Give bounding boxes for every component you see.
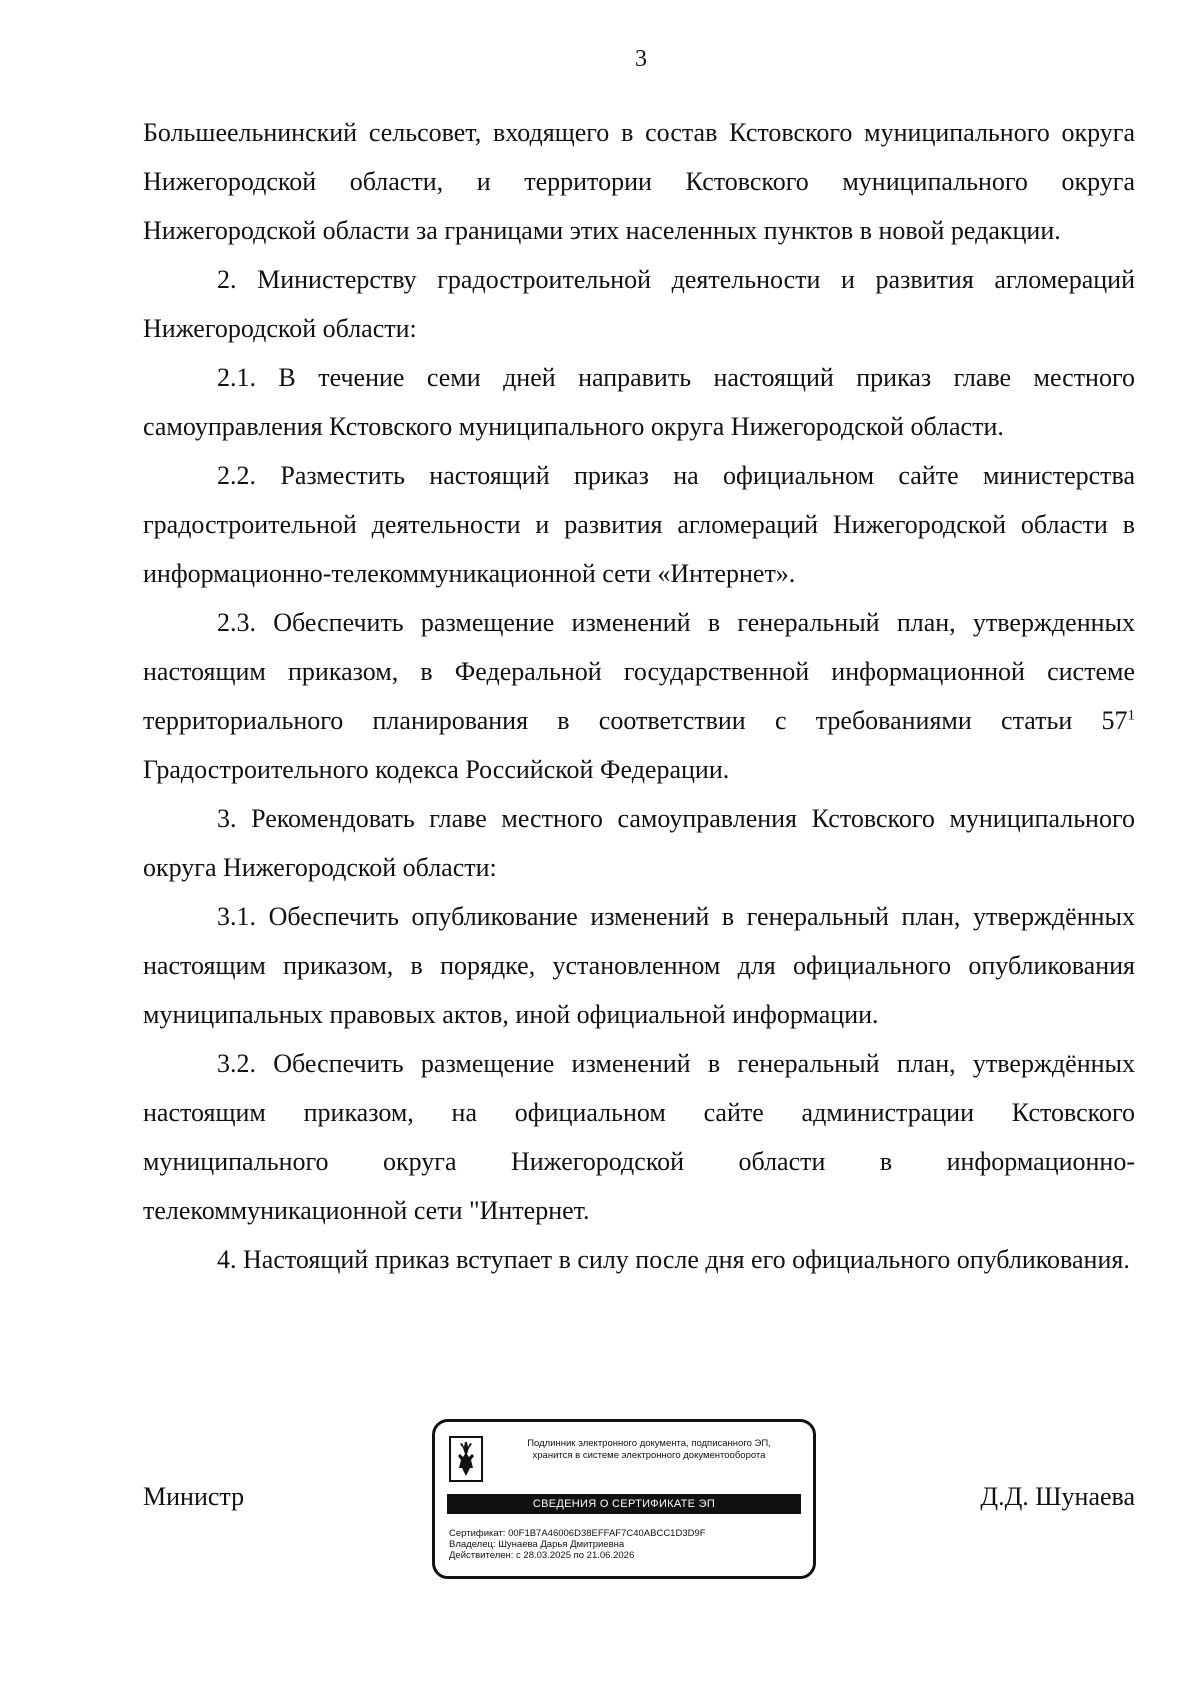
- electronic-signature-stamp: [432, 1419, 816, 1579]
- paragraph-2-3: [143, 598, 1135, 794]
- stamp-title: СВЕДЕНИЯ О СЕРТИФИКАТЕ ЭП: [447, 1494, 801, 1514]
- document-body: [143, 108, 1135, 1284]
- paragraph-2-2: 2.2. Разместить настоящий приказ на официальном сайте министерства градостроительной деятельности и развития агломераций Нижегородской области в информационно-телекоммуникационной сети «Интернет».: [143, 461, 1135, 588]
- paragraph-2-3-tail: Градостроительного кодекса Российской Федерации.: [143, 755, 730, 784]
- paragraph-3-1: 3.1. Обеспечить опубликование изменений в генеральный план, утверждённых настоящим приказом, в порядке, установленном для официального опубликования муниципальных правовых актов, иной официальной информации.: [143, 902, 1135, 1029]
- stamp-owner: Владелец: Шунаева Дарья Дмитриевна: [449, 1539, 625, 1550]
- stamp-header: [491, 1438, 807, 1462]
- paragraph-3-2: 3.2. Обеспечить размещение изменений в генеральный план, утверждённых настоящим приказом, на официальном сайте администрации Кстовского муниципального округа Нижегородской области в информационно-телекоммуникационной сети "Интернет.: [143, 1049, 1135, 1225]
- stamp-certificate: Сертификат: 00F1B7A46006D38EFFAF7C40ABCC1D3D9F: [449, 1528, 706, 1539]
- stamp-line-1: Подлинник электронного документа, подписанного ЭП,: [527, 1438, 771, 1449]
- paragraph-2: 2. Министерству градостроительной деятельности и развития агломераций Нижегородской области:: [143, 265, 1135, 343]
- stamp-line-2: хранится в системе электронного документооборота: [532, 1450, 766, 1461]
- article-superscript: 1: [1127, 707, 1135, 724]
- paragraph-continuation: Большеельнинский сельсовет, входящего в состав Кстовского муниципального округа Нижегородской области, и территории Кстовского муниципального округа Нижегородской области за границами этих населенных пунктов в новой редакции.: [143, 118, 1135, 245]
- stamp-validity: Действителен: с 28.03.2025 по 21.06.2026: [449, 1550, 635, 1561]
- signatory-position: Министр: [143, 1482, 245, 1511]
- page-number: 3: [635, 46, 647, 72]
- paragraph-2-3-text: 2.3. Обеспечить размещение изменений в генеральный план, утвержденных настоящим приказом, в Федеральной государственной информационной системе территориального планирования в соответствии с требованиями статьи 57: [143, 608, 1135, 735]
- paragraph-3: 3. Рекомендовать главе местного самоуправления Кстовского муниципального округа Нижегородской области:: [143, 804, 1135, 882]
- paragraph-2-1: 2.1. В течение семи дней направить настоящий приказ главе местного самоуправления Кстовского муниципального округа Нижегородской области.: [143, 363, 1135, 441]
- paragraph-4: 4. Настоящий приказ вступает в силу после дня его официального опубликования.: [217, 1245, 1130, 1274]
- stamp-certificate-info: [449, 1528, 805, 1561]
- signatory-name: Д.Д. Шунаева: [980, 1482, 1135, 1511]
- deer-emblem-icon: [449, 1436, 483, 1482]
